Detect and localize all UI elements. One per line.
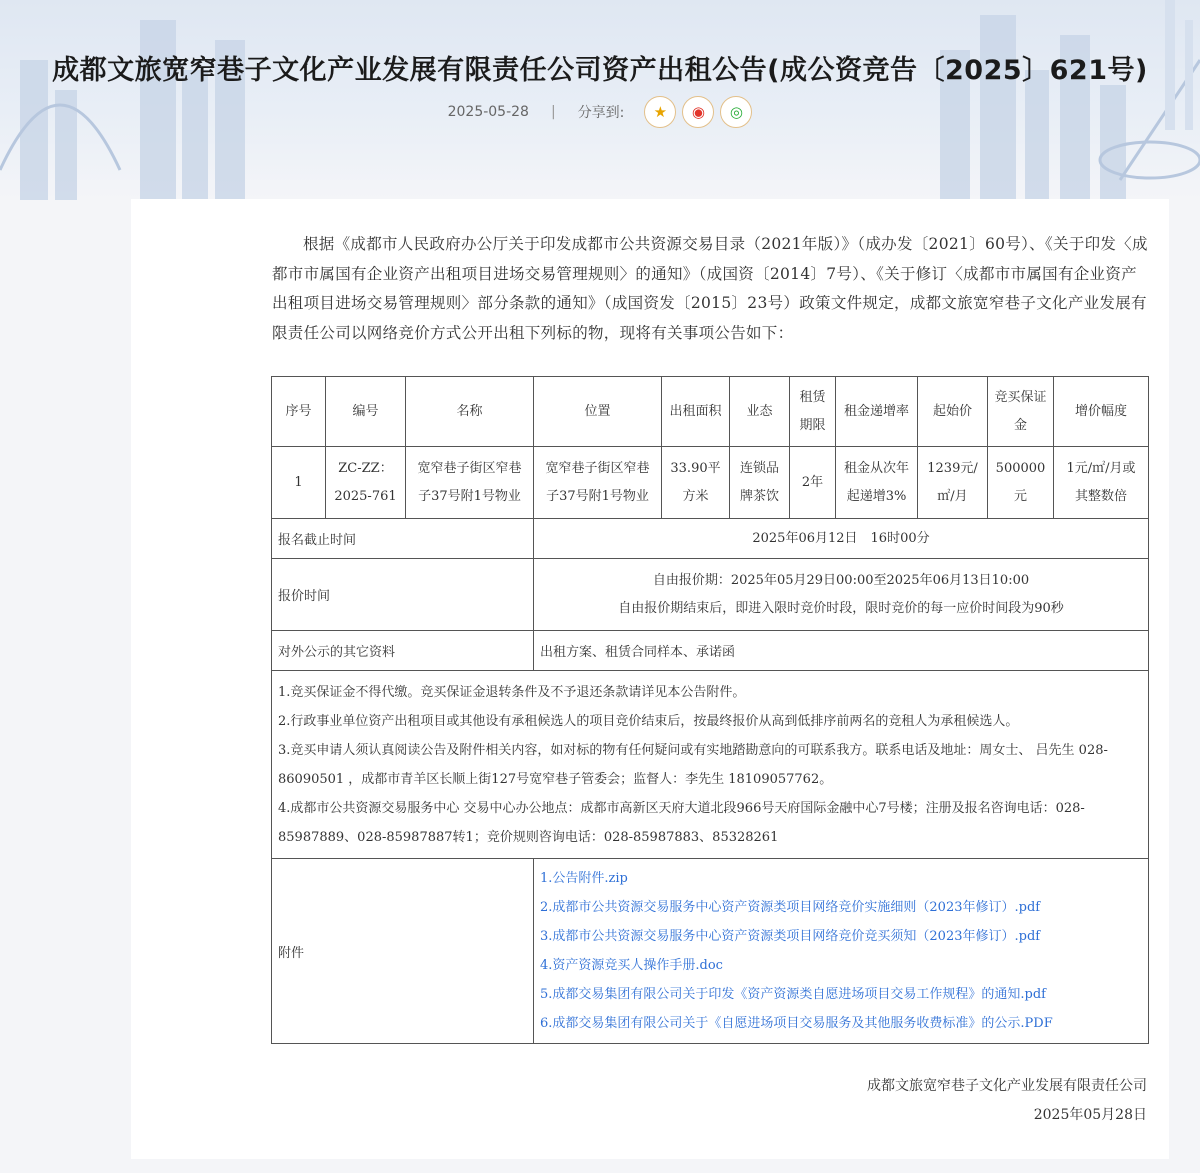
quote-time-line2: 自由报价期结束后，即进入限时竞价时段，限时竞价的每一应价时间段为90秒 bbox=[618, 600, 1064, 616]
attachment-link[interactable]: 3.成都市公共资源交易服务中心资产资源类项目网络竞价竞买须知（2023年修订）.pdf bbox=[540, 929, 1041, 944]
deadline-row bbox=[272, 519, 1149, 559]
col-header: 租赁期限 bbox=[790, 377, 836, 447]
quote-time-line1: 自由报价期：2025年05月29日00:00至2025年06月13日10:00 bbox=[652, 572, 1030, 588]
cell-index: 1 bbox=[272, 447, 326, 519]
col-header: 序号 bbox=[272, 377, 326, 447]
share-icons bbox=[638, 96, 752, 128]
meta-bar bbox=[0, 96, 1200, 128]
attachment-link[interactable]: 4.资产资源竞买人操作手册.doc bbox=[540, 958, 723, 973]
col-header: 编号 bbox=[326, 377, 406, 447]
note-item: 1.竞买保证金不得代缴。竞买保证金退转条件及不予退还条款请详见本公告附件。 bbox=[278, 684, 746, 700]
col-header: 位置 bbox=[534, 377, 662, 447]
asset-table bbox=[271, 376, 1149, 1044]
notes-cell bbox=[272, 671, 1149, 859]
share-label: 分享到: bbox=[577, 105, 625, 121]
deadline-value: 2025年06月12日 16时00分 bbox=[534, 519, 1149, 559]
public-docs-label: 对外公示的其它资料 bbox=[272, 631, 534, 671]
favorite-star-icon[interactable]: ★ bbox=[644, 96, 676, 128]
attachment-link[interactable]: 2.成都市公共资源交易服务中心资产资源类项目网络竞价实施细则（2023年修订）.pdf bbox=[540, 900, 1041, 915]
cell-start-price: 1239元/㎡/月 bbox=[918, 447, 988, 519]
public-docs-value: 出租方案、租赁合同样本、承诺函 bbox=[534, 631, 1149, 671]
cell-code: ZC-ZZ：2025-761 bbox=[326, 447, 406, 519]
col-header: 业态 bbox=[730, 377, 790, 447]
wechat-icon[interactable]: ◎ bbox=[720, 96, 752, 128]
weibo-icon[interactable]: ◉ bbox=[682, 96, 714, 128]
page-title: 成都文旅宽窄巷子文化产业发展有限责任公司资产出租公告(成公资竞告〔2025〕621号) bbox=[52, 55, 1148, 86]
cell-business-type: 连锁品牌茶饮 bbox=[730, 447, 790, 519]
meta-separator: | bbox=[550, 104, 556, 120]
quote-time-value bbox=[534, 559, 1149, 631]
cell-increment: 1元/㎡/月或其整数倍 bbox=[1054, 447, 1149, 519]
attachments-row bbox=[272, 859, 1149, 1044]
table-row bbox=[272, 447, 1149, 519]
col-header: 租金递增率 bbox=[836, 377, 918, 447]
cell-name: 宽窄巷子街区窄巷子37号附1号物业 bbox=[406, 447, 534, 519]
notes-row bbox=[272, 671, 1149, 859]
col-header: 出租面积 bbox=[662, 377, 730, 447]
signature-block bbox=[867, 1072, 1147, 1130]
attachment-link[interactable]: 6.成都交易集团有限公司关于《自愿进场项目交易服务及其他服务收费标准》的公示.PDF bbox=[540, 1016, 1053, 1031]
publish-date: 2025-05-28 bbox=[447, 104, 529, 120]
table-header-row bbox=[272, 377, 1149, 447]
attachments-label: 附件 bbox=[272, 859, 534, 1044]
intro-paragraph: 根据《成都市人民政府办公厅关于印发成都市公共资源交易目录（2021年版）》（成办发〔2021〕60号）、《关于印发〈成都市市属国有企业资产出租项目进场交易管理规则〉的通知》（成国资〔2014〕7号）、《关于修订〈成都市市属国有企业资产出租项目进场交易管理规则〉部分条款的通知》（成国资发〔2015〕23号）政策文件规定，成都文旅宽窄巷子文化产业发展有限责任公司以网络竞价方式公开出租下列标的物，现将有关事项公告如下： bbox=[272, 235, 1148, 342]
attachment-link[interactable]: 1.公告附件.zip bbox=[540, 871, 628, 886]
cell-deposit: 500000元 bbox=[988, 447, 1054, 519]
note-item: 4.成都市公共资源交易服务中心 交易中心办公地点：成都市高新区天府大道北段966号天府国际金融中心7号楼；注册及报名咨询电话：028-85987889、028-85987887转1；竞价规则咨询电话：028-85987883、85328261 bbox=[278, 800, 1085, 845]
quote-time-label: 报价时间 bbox=[272, 559, 534, 631]
cell-location: 宽窄巷子街区窄巷子37号附1号物业 bbox=[534, 447, 662, 519]
deadline-label: 报名截止时间 bbox=[272, 519, 534, 559]
note-item: 2.行政事业单位资产出租项目或其他设有承租候选人的项目竞价结束后，按最终报价从高到低排序前两名的竞租人为承租候选人。 bbox=[278, 713, 1019, 729]
attachment-link[interactable]: 5.成都交易集团有限公司关于印发《资产资源类自愿进场项目交易工作规程》的通知.pdf bbox=[540, 987, 1046, 1002]
note-item: 3.竞买申请人须认真阅读公告及附件相关内容，如对标的物有任何疑问或有实地踏勘意向的可联系我方。联系电话及地址：周女士、 吕先生 028-86090501 ，成都市青羊区长顺上街127号宽窄巷子管委会；监督人：李先生 18109057762。 bbox=[278, 742, 1108, 787]
cell-term: 2年 bbox=[790, 447, 836, 519]
cell-increase-rate: 租金从次年起递增3% bbox=[836, 447, 918, 519]
col-header: 增价幅度 bbox=[1054, 377, 1149, 447]
attachments-list bbox=[534, 859, 1149, 1044]
signature-company: 成都文旅宽窄巷子文化产业发展有限责任公司 bbox=[867, 1078, 1147, 1094]
col-header: 名称 bbox=[406, 377, 534, 447]
cell-area: 33.90平方米 bbox=[662, 447, 730, 519]
col-header: 起始价 bbox=[918, 377, 988, 447]
quote-time-row bbox=[272, 559, 1149, 631]
signature-date: 2025年05月28日 bbox=[1033, 1107, 1147, 1123]
col-header: 竞买保证金 bbox=[988, 377, 1054, 447]
public-docs-row bbox=[272, 631, 1149, 671]
